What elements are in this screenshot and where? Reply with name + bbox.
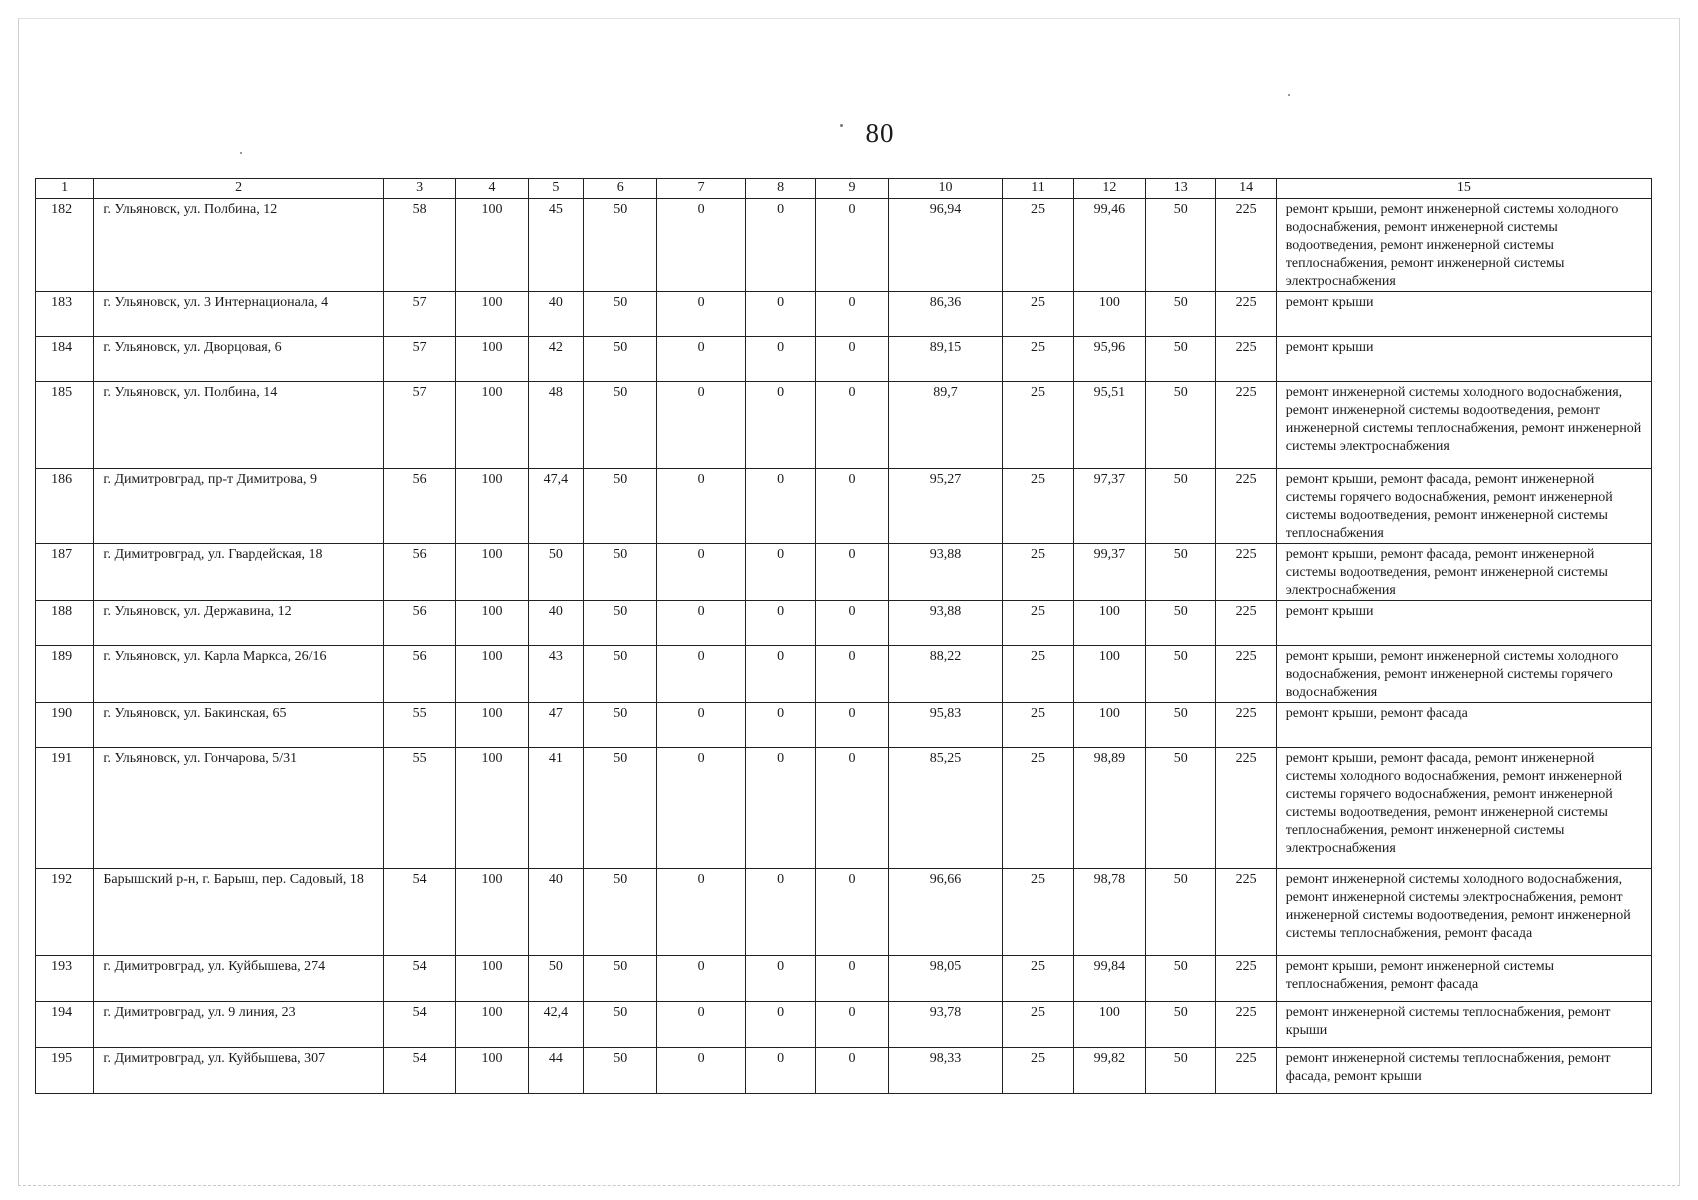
- table-cell-col12: 99,84: [1073, 956, 1145, 1002]
- table-cell-col8: 0: [745, 292, 815, 337]
- works-description-cell: ремонт инженерной системы холодного водоснабжения, ремонт инженерной системы электроснабжения, ремонт инженерной системы водоотведения, ремонт инженерной системы теплоснабжения, ремонт фасада: [1276, 869, 1651, 956]
- table-cell-col13: 50: [1146, 703, 1216, 748]
- table-cell-col10: 95,83: [888, 703, 1003, 748]
- works-description-cell: ремонт крыши, ремонт инженерной системы холодного водоснабжения, ремонт инженерной системы горячего водоснабжения: [1276, 646, 1651, 703]
- table-cell-col14: 225: [1216, 956, 1276, 1002]
- table-cell-col8: 0: [745, 956, 815, 1002]
- table-cell-col11: 25: [1003, 601, 1073, 646]
- table-cell-col3: 54: [383, 869, 455, 956]
- table-cell-col7: 0: [657, 469, 745, 544]
- table-cell-col12: 97,37: [1073, 469, 1145, 544]
- row-number-cell: 182: [36, 199, 94, 292]
- table-cell-col8: 0: [745, 869, 815, 956]
- works-description-cell: ремонт крыши: [1276, 292, 1651, 337]
- table-cell-col13: 50: [1146, 544, 1216, 601]
- table-cell-col6: 50: [584, 869, 657, 956]
- table-cell-col3: 56: [383, 544, 455, 601]
- column-header-5: 5: [528, 179, 583, 199]
- table-cell-col7: 0: [657, 748, 745, 869]
- table-cell-col9: 0: [816, 869, 888, 956]
- table-cell-col5: 47,4: [528, 469, 583, 544]
- table-cell-col8: 0: [745, 601, 815, 646]
- column-header-9: 9: [816, 179, 888, 199]
- table-cell-col12: 98,89: [1073, 748, 1145, 869]
- table-cell-col5: 42,4: [528, 1002, 583, 1048]
- table-cell-col10: 89,15: [888, 337, 1003, 382]
- table-row: [36, 703, 1652, 748]
- column-header-4: 4: [456, 179, 528, 199]
- table-cell-col9: 0: [816, 292, 888, 337]
- column-header-2: 2: [94, 179, 384, 199]
- address-cell: г. Ульяновск, ул. Державина, 12: [94, 601, 384, 646]
- table-cell-col9: 0: [816, 382, 888, 469]
- table-cell-col4: 100: [456, 869, 528, 956]
- table-cell-col12: 95,51: [1073, 382, 1145, 469]
- table-cell-col9: 0: [816, 199, 888, 292]
- table-cell-col12: 100: [1073, 292, 1145, 337]
- table-cell-col13: 50: [1146, 956, 1216, 1002]
- table-cell-col11: 25: [1003, 469, 1073, 544]
- row-number-cell: 186: [36, 469, 94, 544]
- table-row: [36, 1002, 1652, 1048]
- table-cell-col8: 0: [745, 1002, 815, 1048]
- works-description-cell: ремонт инженерной системы теплоснабжения, ремонт фасада, ремонт крыши: [1276, 1048, 1651, 1094]
- row-number-cell: 188: [36, 601, 94, 646]
- column-header-1: 1: [36, 179, 94, 199]
- table-cell-col4: 100: [456, 703, 528, 748]
- table-row: [36, 646, 1652, 703]
- address-cell: Барышский р-н, г. Барыш, пер. Садовый, 18: [94, 869, 384, 956]
- row-number-cell: 194: [36, 1002, 94, 1048]
- table-cell-col9: 0: [816, 1048, 888, 1094]
- table-cell-col3: 56: [383, 469, 455, 544]
- table-cell-col10: 95,27: [888, 469, 1003, 544]
- row-number-cell: 191: [36, 748, 94, 869]
- table-cell-col12: 100: [1073, 1002, 1145, 1048]
- table-cell-col9: 0: [816, 337, 888, 382]
- row-number-cell: 193: [36, 956, 94, 1002]
- table-cell-col13: 50: [1146, 292, 1216, 337]
- table-cell-col14: 225: [1216, 337, 1276, 382]
- row-number-cell: 183: [36, 292, 94, 337]
- table-cell-col6: 50: [584, 748, 657, 869]
- address-cell: г. Димитровград, ул. 9 линия, 23: [94, 1002, 384, 1048]
- table-cell-col5: 42: [528, 337, 583, 382]
- table-cell-col13: 50: [1146, 601, 1216, 646]
- table-cell-col4: 100: [456, 382, 528, 469]
- row-number-cell: 195: [36, 1048, 94, 1094]
- table-cell-col3: 57: [383, 292, 455, 337]
- table-cell-col5: 40: [528, 601, 583, 646]
- table-cell-col5: 40: [528, 292, 583, 337]
- row-number-cell: 187: [36, 544, 94, 601]
- table-cell-col14: 225: [1216, 292, 1276, 337]
- table-cell-col11: 25: [1003, 292, 1073, 337]
- column-header-13: 13: [1146, 179, 1216, 199]
- table-cell-col10: 98,33: [888, 1048, 1003, 1094]
- table-cell-col4: 100: [456, 1002, 528, 1048]
- table-cell-col12: 99,46: [1073, 199, 1145, 292]
- table-cell-col14: 225: [1216, 601, 1276, 646]
- table-cell-col5: 47: [528, 703, 583, 748]
- table-cell-col8: 0: [745, 748, 815, 869]
- table-cell-col11: 25: [1003, 337, 1073, 382]
- table-cell-col14: 225: [1216, 646, 1276, 703]
- address-cell: г. Димитровград, ул. Гвардейская, 18: [94, 544, 384, 601]
- table-row: [36, 869, 1652, 956]
- table-cell-col6: 50: [584, 703, 657, 748]
- table-cell-col7: 0: [657, 292, 745, 337]
- table-row: [36, 292, 1652, 337]
- table-cell-col10: 85,25: [888, 748, 1003, 869]
- table-cell-col7: 0: [657, 646, 745, 703]
- table-cell-col3: 54: [383, 956, 455, 1002]
- table-cell-col6: 50: [584, 1002, 657, 1048]
- table-cell-col3: 57: [383, 382, 455, 469]
- table-cell-col3: 55: [383, 703, 455, 748]
- table-cell-col10: 88,22: [888, 646, 1003, 703]
- table-cell-col5: 48: [528, 382, 583, 469]
- table-body: [36, 199, 1652, 1094]
- table-cell-col12: 99,37: [1073, 544, 1145, 601]
- table-cell-col8: 0: [745, 337, 815, 382]
- table-cell-col8: 0: [745, 544, 815, 601]
- table-cell-col4: 100: [456, 292, 528, 337]
- works-description-cell: ремонт крыши, ремонт инженерной системы холодного водоснабжения, ремонт инженерной системы водоотведения, ремонт инженерной системы теплоснабжения, ремонт инженерной системы электроснабжения: [1276, 199, 1651, 292]
- column-header-11: 11: [1003, 179, 1073, 199]
- address-cell: г. Ульяновск, ул. 3 Интернационала, 4: [94, 292, 384, 337]
- works-description-cell: ремонт инженерной системы холодного водоснабжения, ремонт инженерной системы водоотведения, ремонт инженерной системы теплоснабжения, ремонт инженерной системы электроснабжения: [1276, 382, 1651, 469]
- works-description-cell: ремонт крыши: [1276, 601, 1651, 646]
- column-header-15: 15: [1276, 179, 1651, 199]
- address-cell: г. Димитровград, ул. Куйбышева, 274: [94, 956, 384, 1002]
- row-number-cell: 190: [36, 703, 94, 748]
- table-cell-col11: 25: [1003, 956, 1073, 1002]
- table-cell-col14: 225: [1216, 382, 1276, 469]
- table-cell-col13: 50: [1146, 469, 1216, 544]
- table-cell-col3: 54: [383, 1002, 455, 1048]
- row-number-cell: 184: [36, 337, 94, 382]
- table-cell-col9: 0: [816, 748, 888, 869]
- table-cell-col4: 100: [456, 544, 528, 601]
- table-cell-col4: 100: [456, 199, 528, 292]
- table-cell-col7: 0: [657, 382, 745, 469]
- table-cell-col7: 0: [657, 869, 745, 956]
- table-cell-col6: 50: [584, 601, 657, 646]
- table-cell-col13: 50: [1146, 337, 1216, 382]
- table-cell-col10: 89,7: [888, 382, 1003, 469]
- table-cell-col12: 95,96: [1073, 337, 1145, 382]
- address-cell: г. Ульяновск, ул. Полбина, 12: [94, 199, 384, 292]
- row-number-cell: 185: [36, 382, 94, 469]
- table-cell-col10: 93,88: [888, 601, 1003, 646]
- column-header-14: 14: [1216, 179, 1276, 199]
- table-cell-col8: 0: [745, 646, 815, 703]
- table-cell-col3: 58: [383, 199, 455, 292]
- table-cell-col7: 0: [657, 956, 745, 1002]
- column-header-12: 12: [1073, 179, 1145, 199]
- table-cell-col11: 25: [1003, 1048, 1073, 1094]
- table-cell-col8: 0: [745, 469, 815, 544]
- table-cell-col14: 225: [1216, 469, 1276, 544]
- table-cell-col12: 100: [1073, 703, 1145, 748]
- table-cell-col5: 43: [528, 646, 583, 703]
- table-cell-col3: 57: [383, 337, 455, 382]
- table-cell-col12: 98,78: [1073, 869, 1145, 956]
- table-cell-col6: 50: [584, 199, 657, 292]
- table-cell-col5: 41: [528, 748, 583, 869]
- table-cell-col3: 55: [383, 748, 455, 869]
- address-cell: г. Ульяновск, ул. Гончарова, 5/31: [94, 748, 384, 869]
- table-cell-col13: 50: [1146, 1002, 1216, 1048]
- table-cell-col4: 100: [456, 748, 528, 869]
- table-cell-col9: 0: [816, 1002, 888, 1048]
- table-cell-col6: 50: [584, 544, 657, 601]
- table-cell-col13: 50: [1146, 382, 1216, 469]
- table-cell-col6: 50: [584, 292, 657, 337]
- table-cell-col11: 25: [1003, 1002, 1073, 1048]
- table-cell-col9: 0: [816, 601, 888, 646]
- table-cell-col14: 225: [1216, 199, 1276, 292]
- table-cell-col11: 25: [1003, 869, 1073, 956]
- table-cell-col5: 44: [528, 1048, 583, 1094]
- table-row: [36, 199, 1652, 292]
- address-cell: г. Ульяновск, ул. Карла Маркса, 26/16: [94, 646, 384, 703]
- address-cell: г. Ульяновск, ул. Бакинская, 65: [94, 703, 384, 748]
- table-row: [36, 748, 1652, 869]
- table-cell-col7: 0: [657, 544, 745, 601]
- scan-speck: [1288, 94, 1290, 96]
- table-cell-col4: 100: [456, 956, 528, 1002]
- works-description-cell: ремонт крыши: [1276, 337, 1651, 382]
- table-cell-col4: 100: [456, 601, 528, 646]
- table-cell-col6: 50: [584, 646, 657, 703]
- table-cell-col4: 100: [456, 469, 528, 544]
- table-cell-col5: 50: [528, 544, 583, 601]
- table-cell-col11: 25: [1003, 703, 1073, 748]
- address-cell: г. Ульяновск, ул. Полбина, 14: [94, 382, 384, 469]
- table-cell-col7: 0: [657, 1048, 745, 1094]
- table-cell-col7: 0: [657, 601, 745, 646]
- table-cell-col10: 93,88: [888, 544, 1003, 601]
- table-cell-col12: 100: [1073, 646, 1145, 703]
- row-number-cell: 192: [36, 869, 94, 956]
- column-header-3: 3: [383, 179, 455, 199]
- table-row: [36, 601, 1652, 646]
- table-cell-col5: 45: [528, 199, 583, 292]
- table-header-row: [36, 179, 1652, 199]
- table-cell-col13: 50: [1146, 199, 1216, 292]
- scan-speck: [240, 152, 242, 154]
- works-description-cell: ремонт крыши, ремонт фасада, ремонт инженерной системы водоотведения, ремонт инженерной системы электроснабжения: [1276, 544, 1651, 601]
- page-number: 80: [865, 118, 895, 148]
- table-cell-col5: 50: [528, 956, 583, 1002]
- column-header-10: 10: [888, 179, 1003, 199]
- table-cell-col10: 98,05: [888, 956, 1003, 1002]
- table-cell-col13: 50: [1146, 748, 1216, 869]
- table-row: [36, 956, 1652, 1002]
- table-cell-col9: 0: [816, 469, 888, 544]
- table-cell-col5: 40: [528, 869, 583, 956]
- table-row: [36, 382, 1652, 469]
- table-cell-col8: 0: [745, 199, 815, 292]
- table-cell-col3: 56: [383, 601, 455, 646]
- table-cell-col3: 54: [383, 1048, 455, 1094]
- table-cell-col13: 50: [1146, 869, 1216, 956]
- table-cell-col14: 225: [1216, 1048, 1276, 1094]
- table-cell-col11: 25: [1003, 382, 1073, 469]
- table-cell-col10: 96,94: [888, 199, 1003, 292]
- address-cell: г. Димитровград, пр-т Димитрова, 9: [94, 469, 384, 544]
- table-cell-col10: 93,78: [888, 1002, 1003, 1048]
- data-table: [35, 178, 1652, 1094]
- table-cell-col9: 0: [816, 544, 888, 601]
- table-row: [36, 337, 1652, 382]
- table-cell-col14: 225: [1216, 544, 1276, 601]
- table-cell-col7: 0: [657, 199, 745, 292]
- table-cell-col11: 25: [1003, 748, 1073, 869]
- table-cell-col8: 0: [745, 1048, 815, 1094]
- table-cell-col6: 50: [584, 337, 657, 382]
- table-row: [36, 469, 1652, 544]
- table-cell-col14: 225: [1216, 748, 1276, 869]
- table-cell-col7: 0: [657, 1002, 745, 1048]
- table-cell-col13: 50: [1146, 646, 1216, 703]
- address-cell: г. Ульяновск, ул. Дворцовая, 6: [94, 337, 384, 382]
- table-cell-col8: 0: [745, 382, 815, 469]
- table-cell-col10: 86,36: [888, 292, 1003, 337]
- table-cell-col13: 50: [1146, 1048, 1216, 1094]
- table-cell-col14: 225: [1216, 1002, 1276, 1048]
- column-header-8: 8: [745, 179, 815, 199]
- column-header-6: 6: [584, 179, 657, 199]
- works-description-cell: ремонт крыши, ремонт фасада, ремонт инженерной системы горячего водоснабжения, ремонт инженерной системы водоотведения, ремонт инженерной системы теплоснабжения: [1276, 469, 1651, 544]
- table-cell-col14: 225: [1216, 703, 1276, 748]
- table-cell-col7: 0: [657, 703, 745, 748]
- table-cell-col4: 100: [456, 646, 528, 703]
- table-cell-col4: 100: [456, 337, 528, 382]
- table-cell-col11: 25: [1003, 646, 1073, 703]
- table-cell-col12: 100: [1073, 601, 1145, 646]
- table-cell-col12: 99,82: [1073, 1048, 1145, 1094]
- works-description-cell: ремонт крыши, ремонт инженерной системы теплоснабжения, ремонт фасада: [1276, 956, 1651, 1002]
- table-row: [36, 544, 1652, 601]
- table-cell-col3: 56: [383, 646, 455, 703]
- table-cell-col7: 0: [657, 337, 745, 382]
- table-cell-col6: 50: [584, 382, 657, 469]
- table-cell-col6: 50: [584, 956, 657, 1002]
- table-cell-col8: 0: [745, 703, 815, 748]
- address-cell: г. Димитровград, ул. Куйбышева, 307: [94, 1048, 384, 1094]
- table-cell-col11: 25: [1003, 199, 1073, 292]
- table-cell-col9: 0: [816, 956, 888, 1002]
- table-cell-col9: 0: [816, 646, 888, 703]
- table-cell-col4: 100: [456, 1048, 528, 1094]
- table-cell-col11: 25: [1003, 544, 1073, 601]
- table-cell-col6: 50: [584, 1048, 657, 1094]
- table-row: [36, 1048, 1652, 1094]
- works-description-cell: ремонт инженерной системы теплоснабжения, ремонт крыши: [1276, 1002, 1651, 1048]
- works-description-cell: ремонт крыши, ремонт фасада, ремонт инженерной системы холодного водоснабжения, ремонт инженерной системы горячего водоснабжения, ремонт инженерной системы водоотведения, ремонт инженерной системы теплоснабжения, ремонт инженерной системы электроснабжения: [1276, 748, 1651, 869]
- table-cell-col14: 225: [1216, 869, 1276, 956]
- column-header-7: 7: [657, 179, 745, 199]
- row-number-cell: 189: [36, 646, 94, 703]
- table-cell-col10: 96,66: [888, 869, 1003, 956]
- table-cell-col6: 50: [584, 469, 657, 544]
- table-cell-col9: 0: [816, 703, 888, 748]
- works-description-cell: ремонт крыши, ремонт фасада: [1276, 703, 1651, 748]
